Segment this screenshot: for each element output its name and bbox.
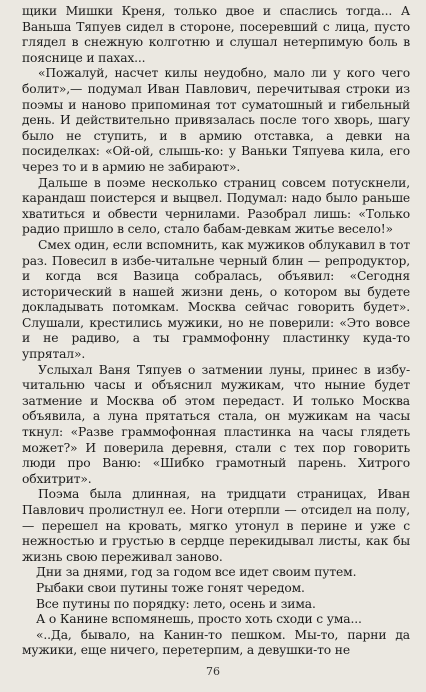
poem-line: А о Канине вспомянешь, просто хоть сходи с ума... [36, 612, 362, 627]
paragraph: Смех один, если вспомнить, как мужиков облукавил в тот раз. Повесил в избе-читальне черный блин — репродуктор, и когда вся Вазица собралась, объявил: «Сегодня исторический в нашей жизни день, о котором вы будете докладывать потомкам. Москва сейчас говорить будет». Слушали, крестились мужики, но не поверили: «Это вовсе и не радиво, а ты граммофонну пластинку куда-то упрятал». [22, 237, 410, 362]
poem-line: Рыбаки свои путины тоже гонят чередом. [36, 580, 305, 595]
paragraph: Дальше в поэме несколько страниц совсем потускнели, карандаш поистерся и выцвел. Подумал: надо было раньше хватиться и обвести чернилами. Разобрал лишь: «Только радио пришло в село, стало бабам-девкам житье весело!» [22, 175, 410, 237]
poem-line: Все путины по порядку: лето, осень и зима. [36, 596, 316, 611]
poem-line: Дни за днями, год за годом все идет своим путем. [36, 565, 357, 580]
page-body-text [22, 4, 410, 659]
paragraph: «..Да, бывало, на Канин-то пешком. Мы-то, парни да мужики, еще ничего, перетерпим, а девушки-то не [22, 627, 410, 658]
paragraph: щики Мишки Креня, только двое и спаслись тогда... А Ваньша Тяпуев сидел в стороне, посеревший с лица, пусто глядел в снежную колготню и слушал нетерпимую боль в пояснице и пахах... [22, 4, 410, 65]
page-number: 76 [206, 665, 220, 678]
paragraph: Поэма была длинная, на тридцати страницах, Иван Павлович пролистнул ее. Ноги отерпли — отсидел на полу,— перешел на кровать, мягко утонул в перине и уже с нежностью и грустью в сердце перекидывал листы, как бы жизнь свою переживал заново. [22, 487, 410, 564]
paragraph: Услыхал Ваня Тяпуев о затмении луны, принес в избу-читальню часы и объяснил мужикам, что ныние будет затмение и Москва об этом передаст. И только Москва объявила, а луна прятаться стала, он мужикам на часы ткнул: «Разве граммофонная пластинка на часы глядеть может?» И поверила деревня, стали с тех пор говорить люди про Ваню: «Шибко грамотный парень. Хитрого обхитрит». [22, 362, 410, 486]
paragraph: «Пожалуй, насчет килы неудобно, мало ли у кого чего болит»,— подумал Иван Павлович, перечитывая строки из поэмы и наново припоминая тот суматошный и гибельный день. И действительно привязалась после того хворь, шагу было не ступить, и в армию отставка, а девки на посиделках: «Ой-ой, слышь-ко: у Ваньки Тяпуева кила, его через то и в армию не забирают». [22, 66, 410, 174]
